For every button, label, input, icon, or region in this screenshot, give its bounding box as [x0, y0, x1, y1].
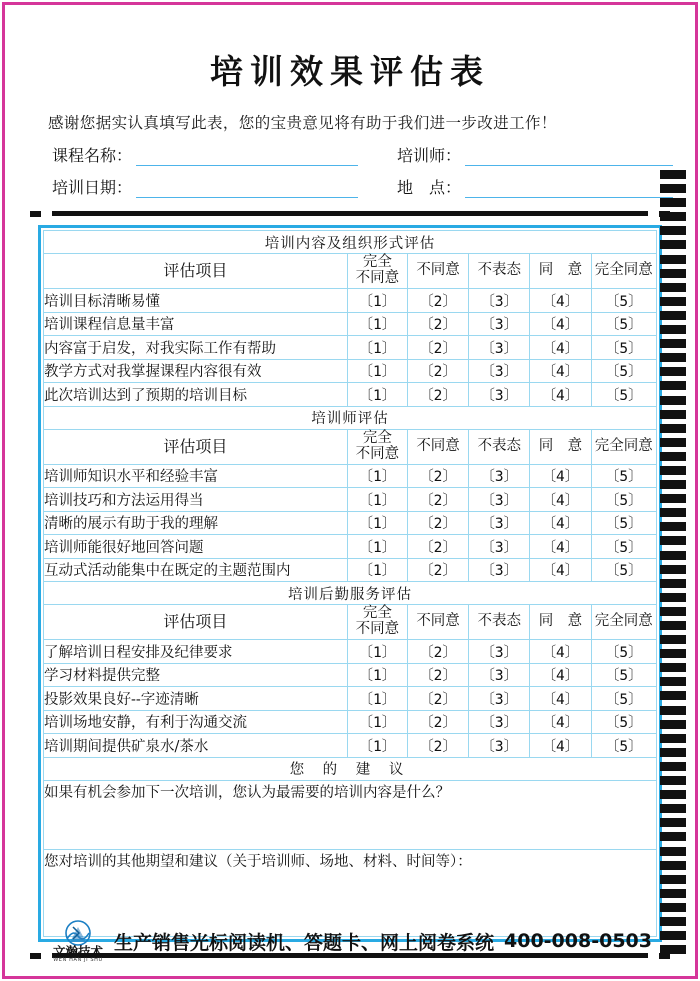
timing-marks — [660, 170, 686, 959]
question-label: 此次培训达到了预期的培训目标 — [44, 383, 348, 407]
timing-mark — [660, 889, 686, 898]
column-header-row — [44, 429, 657, 464]
timing-mark — [660, 170, 686, 179]
option-bubble-3[interactable]: 〔3〕 — [469, 535, 530, 559]
timing-mark — [660, 536, 686, 545]
scale-line2: 不同意 — [355, 270, 400, 286]
timing-mark — [660, 297, 686, 306]
option-bubble-5[interactable]: 〔5〕 — [591, 312, 656, 336]
page-title: 培训效果评估表 — [210, 52, 490, 91]
option-bubble-1[interactable]: 〔1〕 — [347, 359, 407, 383]
question-label: 投影效果良好--字迹清晰 — [44, 687, 348, 711]
question-label: 培训期间提供矿泉水/茶水 — [44, 734, 348, 758]
option-bubble-2[interactable]: 〔2〕 — [407, 663, 468, 687]
option-bubble-2[interactable]: 〔2〕 — [407, 488, 468, 512]
timing-mark — [660, 311, 686, 320]
option-bubble-1[interactable]: 〔1〕 — [347, 640, 407, 664]
option-bubble-3[interactable]: 〔3〕 — [469, 558, 530, 582]
option-bubble-4[interactable]: 〔4〕 — [530, 734, 591, 758]
option-bubble-1[interactable]: 〔1〕 — [347, 687, 407, 711]
timing-mark — [660, 593, 686, 602]
suggestions-title-row — [44, 757, 657, 780]
option-bubble-3[interactable]: 〔3〕 — [469, 336, 530, 360]
option-bubble-4[interactable]: 〔4〕 — [530, 312, 591, 336]
column-header-item: 评估项目 — [44, 254, 348, 289]
option-bubble-3[interactable]: 〔3〕 — [469, 383, 530, 407]
column-header-scale-2 — [407, 605, 468, 640]
timing-mark — [660, 663, 686, 672]
column-header-scale-4 — [530, 254, 591, 289]
timing-mark — [660, 790, 686, 799]
option-bubble-5[interactable]: 〔5〕 — [591, 289, 656, 313]
column-header-scale-3 — [469, 605, 530, 640]
column-header-scale-1 — [347, 254, 407, 289]
option-bubble-2[interactable]: 〔2〕 — [407, 336, 468, 360]
company-logo — [48, 920, 108, 964]
option-bubble-4[interactable]: 〔4〕 — [530, 558, 591, 582]
option-bubble-2[interactable]: 〔2〕 — [407, 383, 468, 407]
table-row — [44, 710, 657, 734]
timing-mark — [660, 269, 686, 278]
alignment-cap-left — [30, 211, 41, 217]
option-bubble-4[interactable]: 〔4〕 — [530, 710, 591, 734]
timing-mark — [660, 734, 686, 743]
evaluation-table — [43, 230, 657, 937]
timing-mark — [660, 917, 686, 926]
top-alignment-bar — [30, 210, 670, 217]
scale-line2: 不同意 — [355, 621, 400, 637]
column-header-scale-5 — [591, 429, 656, 464]
timing-mark — [660, 931, 686, 940]
timing-mark — [660, 494, 686, 503]
option-bubble-2[interactable]: 〔2〕 — [407, 359, 468, 383]
timing-mark — [660, 480, 686, 489]
intro-text: 感谢您据实认真填写此表，您的宝贵意见将有助于我们进一步改进工作！ — [48, 114, 557, 132]
timing-mark — [660, 240, 686, 249]
timing-mark — [660, 706, 686, 715]
option-bubble-3[interactable]: 〔3〕 — [469, 640, 530, 664]
footer-tagline: 生产销售光标阅读机、答题卡、网上阅卷系统 — [114, 931, 495, 954]
scale-line2: 完全同意 — [594, 613, 653, 630]
option-bubble-3[interactable]: 〔3〕 — [469, 312, 530, 336]
section-title-row — [44, 582, 657, 605]
timing-mark — [660, 184, 686, 193]
option-bubble-5[interactable]: 〔5〕 — [591, 640, 656, 664]
timing-mark — [660, 226, 686, 235]
table-row — [44, 488, 657, 512]
column-header-scale-2 — [407, 254, 468, 289]
timing-mark — [660, 818, 686, 827]
question-label: 学习材料提供完整 — [44, 663, 348, 687]
course-name-input[interactable] — [136, 148, 358, 166]
option-bubble-5[interactable]: 〔5〕 — [591, 710, 656, 734]
option-bubble-3[interactable]: 〔3〕 — [469, 734, 530, 758]
question-label: 培训课程信息量丰富 — [44, 312, 348, 336]
option-bubble-5[interactable]: 〔5〕 — [591, 383, 656, 407]
scale-line2: 不同意 — [416, 437, 460, 454]
column-header-scale-4 — [530, 429, 591, 464]
timing-mark — [660, 677, 686, 686]
timing-mark — [660, 424, 686, 433]
column-header-scale-5 — [591, 254, 656, 289]
option-bubble-5[interactable]: 〔5〕 — [591, 734, 656, 758]
option-bubble-1[interactable]: 〔1〕 — [347, 383, 407, 407]
option-bubble-5[interactable]: 〔5〕 — [591, 535, 656, 559]
field-course-name — [52, 143, 397, 166]
question-label: 内容富于启发，对我实际工作有帮助 — [44, 336, 348, 360]
scale-line2: 不同意 — [355, 445, 400, 462]
timing-mark — [660, 804, 686, 813]
timing-mark — [660, 339, 686, 348]
form-field-row — [52, 175, 690, 198]
option-bubble-5[interactable]: 〔5〕 — [591, 359, 656, 383]
question-label: 培训目标清晰易懂 — [44, 289, 348, 313]
scale-line1: 完全 — [362, 605, 392, 622]
field-label: 课程名称： — [52, 146, 133, 165]
field-label: 培训日期： — [52, 178, 133, 197]
timing-mark — [660, 649, 686, 658]
option-bubble-2[interactable]: 〔2〕 — [407, 558, 468, 582]
timing-mark — [660, 283, 686, 292]
option-bubble-4[interactable]: 〔4〕 — [530, 464, 591, 488]
form-fields — [52, 143, 690, 198]
option-bubble-3[interactable]: 〔3〕 — [469, 359, 530, 383]
question-label: 互动式活动能集中在既定的主题范围内 — [44, 558, 348, 582]
timing-mark — [660, 466, 686, 475]
timing-mark — [660, 396, 686, 405]
option-bubble-1[interactable]: 〔1〕 — [347, 289, 407, 313]
timing-mark — [660, 353, 686, 362]
form-field-row — [52, 143, 690, 166]
column-header-scale-2 — [407, 429, 468, 464]
table-row — [44, 734, 657, 758]
timing-mark — [660, 452, 686, 461]
table-row — [44, 312, 657, 336]
timing-mark — [660, 945, 686, 954]
table-row — [44, 558, 657, 582]
section-title: 培训师评估 — [44, 406, 657, 429]
timing-mark — [660, 565, 686, 574]
option-bubble-2[interactable]: 〔2〕 — [407, 464, 468, 488]
timing-mark — [660, 903, 686, 912]
table-row — [44, 663, 657, 687]
column-header-row — [44, 254, 657, 289]
logo-company-pinyin: WEN HAN JI SHU — [53, 957, 103, 963]
question-label: 培训技巧和方法运用得当 — [44, 488, 348, 512]
option-bubble-4[interactable]: 〔4〕 — [530, 383, 591, 407]
timing-mark — [660, 212, 686, 221]
table-row — [44, 359, 657, 383]
field-label: 地 点： — [397, 178, 462, 197]
scale-line2: 同 意 — [538, 613, 583, 630]
column-header-scale-3 — [469, 254, 530, 289]
scale-line1: 完全 — [362, 254, 392, 271]
table-row — [44, 464, 657, 488]
column-header-scale-4 — [530, 605, 591, 640]
column-header-scale-1 — [347, 429, 407, 464]
scale-line2: 不表态 — [477, 437, 521, 454]
table-row — [44, 687, 657, 711]
option-bubble-1[interactable]: 〔1〕 — [347, 464, 407, 488]
column-header-scale-5 — [591, 605, 656, 640]
section-title: 培训后勤服务评估 — [44, 582, 657, 605]
option-bubble-5[interactable]: 〔5〕 — [591, 687, 656, 711]
evaluation-table-wrapper — [38, 225, 662, 942]
field-trainer — [397, 143, 673, 166]
suggestion-answer-area-2[interactable]: 您对培训的其他期望和建议（关于培训师、场地、材料、时间等）： — [44, 849, 657, 936]
timing-mark — [660, 720, 686, 729]
timing-mark — [660, 847, 686, 856]
training-date-input[interactable] — [136, 180, 358, 198]
form-sheet — [10, 8, 690, 973]
field-location — [397, 175, 673, 198]
table-row — [44, 511, 657, 535]
option-bubble-1[interactable]: 〔1〕 — [347, 535, 407, 559]
footer — [10, 920, 690, 964]
timing-mark — [660, 861, 686, 870]
footer-phone: 400-008-0503 — [504, 930, 652, 953]
scale-line2: 完全同意 — [594, 437, 653, 454]
scale-line2: 同 意 — [538, 437, 583, 454]
scale-line2: 不表态 — [477, 262, 521, 279]
question-label: 培训场地安静，有利于沟通交流 — [44, 710, 348, 734]
option-bubble-4[interactable]: 〔4〕 — [530, 535, 591, 559]
section-title-row — [44, 231, 657, 254]
timing-mark — [660, 762, 686, 771]
option-bubble-1[interactable]: 〔1〕 — [347, 710, 407, 734]
option-bubble-2[interactable]: 〔2〕 — [407, 710, 468, 734]
field-training-date — [52, 175, 397, 198]
timing-mark — [660, 438, 686, 447]
table-row — [44, 289, 657, 313]
option-bubble-5[interactable]: 〔5〕 — [591, 336, 656, 360]
option-bubble-5[interactable]: 〔5〕 — [591, 558, 656, 582]
scale-line2: 不同意 — [416, 262, 460, 279]
timing-mark — [660, 522, 686, 531]
option-bubble-4[interactable]: 〔4〕 — [530, 663, 591, 687]
option-bubble-1[interactable]: 〔1〕 — [347, 336, 407, 360]
option-bubble-1[interactable]: 〔1〕 — [347, 558, 407, 582]
scale-line2: 不同意 — [416, 613, 460, 630]
section-title-row — [44, 406, 657, 429]
option-bubble-4[interactable]: 〔4〕 — [530, 511, 591, 535]
scale-line2: 不表态 — [477, 613, 521, 630]
option-bubble-2[interactable]: 〔2〕 — [407, 640, 468, 664]
option-bubble-4[interactable]: 〔4〕 — [530, 336, 591, 360]
timing-mark — [660, 410, 686, 419]
column-header-scale-1 — [347, 605, 407, 640]
table-row — [44, 336, 657, 360]
option-bubble-4[interactable]: 〔4〕 — [530, 640, 591, 664]
option-bubble-3[interactable]: 〔3〕 — [469, 488, 530, 512]
timing-mark — [660, 551, 686, 560]
timing-mark — [660, 325, 686, 334]
timing-mark — [660, 508, 686, 517]
suggestion-row — [44, 780, 657, 849]
location-input[interactable] — [465, 180, 673, 198]
option-bubble-1[interactable]: 〔1〕 — [347, 511, 407, 535]
question-label: 清晰的展示有助于我的理解 — [44, 511, 348, 535]
table-row — [44, 383, 657, 407]
suggestion-answer-area-1[interactable]: 如果有机会参加下一次培训，您认为最需要的培训内容是什么？ — [44, 780, 657, 849]
table-row — [44, 640, 657, 664]
option-bubble-4[interactable]: 〔4〕 — [530, 289, 591, 313]
scale-line2: 同 意 — [538, 262, 583, 279]
timing-mark — [660, 776, 686, 785]
option-bubble-5[interactable]: 〔5〕 — [591, 488, 656, 512]
option-bubble-2[interactable]: 〔2〕 — [407, 511, 468, 535]
option-bubble-2[interactable]: 〔2〕 — [407, 687, 468, 711]
question-label: 教学方式对我掌握课程内容很有效 — [44, 359, 348, 383]
timing-mark — [660, 255, 686, 264]
option-bubble-2[interactable]: 〔2〕 — [407, 734, 468, 758]
question-label: 培训师能很好地回答问题 — [44, 535, 348, 559]
alignment-rule — [52, 211, 648, 216]
section-title: 培训内容及组织形式评估 — [44, 231, 657, 254]
option-bubble-2[interactable]: 〔2〕 — [407, 289, 468, 313]
column-header-scale-3 — [469, 429, 530, 464]
timing-mark — [660, 198, 686, 207]
timing-mark — [660, 748, 686, 757]
option-bubble-4[interactable]: 〔4〕 — [530, 488, 591, 512]
suggestions-title: 您 的 建 议 — [44, 757, 657, 780]
option-bubble-1[interactable]: 〔1〕 — [347, 734, 407, 758]
timing-mark — [660, 832, 686, 841]
logo-company-name: 文瀚技术 — [52, 943, 103, 959]
scale-line1: 完全 — [362, 429, 392, 446]
option-bubble-3[interactable]: 〔3〕 — [469, 710, 530, 734]
trainer-input[interactable] — [465, 148, 673, 166]
option-bubble-4[interactable]: 〔4〕 — [530, 687, 591, 711]
column-header-item: 评估项目 — [44, 605, 348, 640]
scale-line2: 完全同意 — [594, 262, 653, 279]
option-bubble-3[interactable]: 〔3〕 — [469, 511, 530, 535]
option-bubble-1[interactable]: 〔1〕 — [347, 488, 407, 512]
column-header-row — [44, 605, 657, 640]
option-bubble-5[interactable]: 〔5〕 — [591, 464, 656, 488]
option-bubble-4[interactable]: 〔4〕 — [530, 359, 591, 383]
timing-mark — [660, 607, 686, 616]
option-bubble-5[interactable]: 〔5〕 — [591, 663, 656, 687]
timing-mark — [660, 579, 686, 588]
timing-mark — [660, 635, 686, 644]
field-label: 培训师： — [397, 146, 462, 165]
option-bubble-3[interactable]: 〔3〕 — [469, 464, 530, 488]
option-bubble-3[interactable]: 〔3〕 — [469, 663, 530, 687]
question-label: 了解培训日程安排及纪律要求 — [44, 640, 348, 664]
option-bubble-2[interactable]: 〔2〕 — [407, 312, 468, 336]
option-bubble-1[interactable]: 〔1〕 — [347, 312, 407, 336]
column-header-item: 评估项目 — [44, 429, 348, 464]
timing-mark — [660, 691, 686, 700]
table-row — [44, 535, 657, 559]
timing-mark — [660, 367, 686, 376]
option-bubble-1[interactable]: 〔1〕 — [347, 663, 407, 687]
timing-mark — [660, 381, 686, 390]
option-bubble-2[interactable]: 〔2〕 — [407, 535, 468, 559]
option-bubble-3[interactable]: 〔3〕 — [469, 687, 530, 711]
option-bubble-5[interactable]: 〔5〕 — [591, 511, 656, 535]
option-bubble-3[interactable]: 〔3〕 — [469, 289, 530, 313]
timing-mark — [660, 621, 686, 630]
timing-mark — [660, 875, 686, 884]
question-label: 培训师知识水平和经验丰富 — [44, 464, 348, 488]
